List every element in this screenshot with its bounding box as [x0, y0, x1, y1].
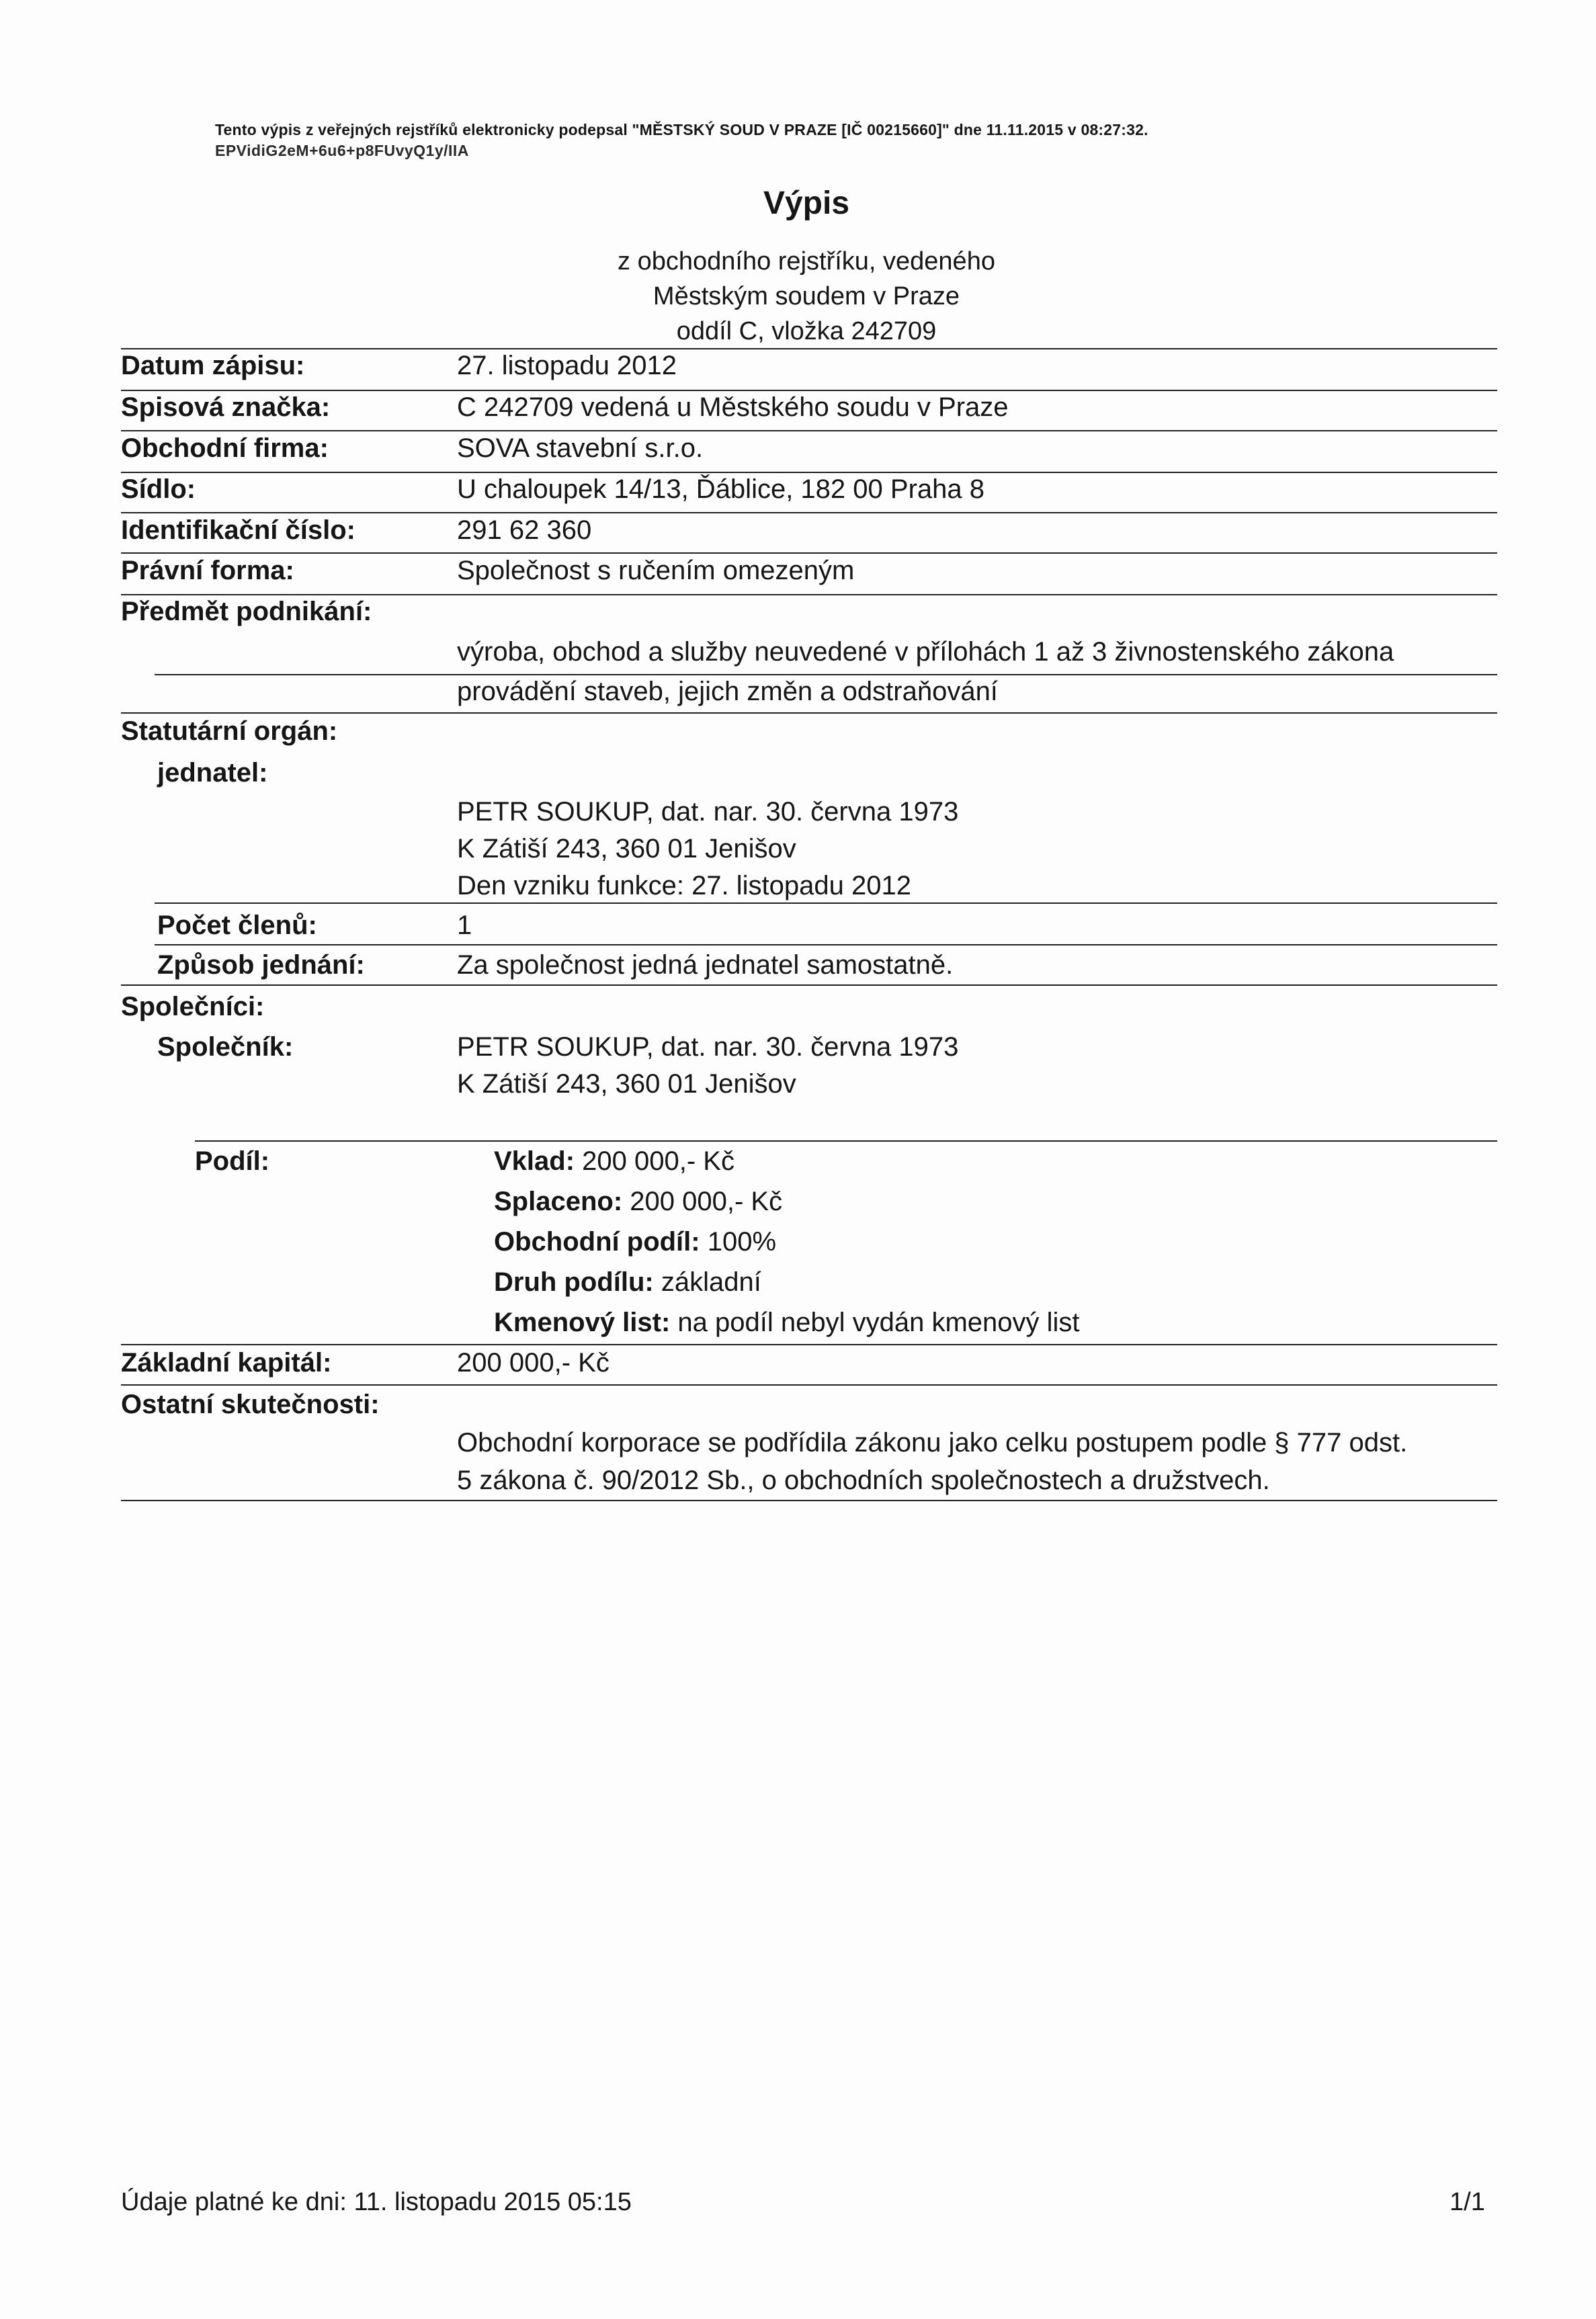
- podil-row: [494, 1308, 1080, 1338]
- value-zakladni-kapital: 200 000,- Kč: [457, 1348, 610, 1378]
- podil-label: Druh podílu:: [494, 1267, 654, 1297]
- ostatni-skutecnosti-line: Obchodní korporace se podřídila zákonu jako celku postupem podle § 777 odst.: [457, 1428, 1408, 1458]
- divider: [121, 552, 1497, 554]
- jednatel-line: K Zátiší 243, 360 01 Jenišov: [457, 834, 796, 863]
- divider: [121, 390, 1497, 391]
- divider: [121, 1344, 1497, 1345]
- divider: [121, 594, 1497, 595]
- label-datum-zapisu: Datum zápisu:: [121, 351, 305, 380]
- document-title: Výpis: [763, 185, 850, 221]
- podil-value: 100%: [707, 1227, 777, 1257]
- label-obchodni-firma: Obchodní firma:: [121, 433, 329, 463]
- podil-row: [494, 1267, 761, 1298]
- label-ico: Identifikační číslo:: [121, 515, 355, 545]
- value-pravni-forma: Společnost s ručením omezeným: [457, 556, 855, 585]
- electronic-signature-line: Tento výpis z veřejných rejstříků elektronicky podepsal "MĚSTSKÝ SOUD V PRAZE [IČ 00215660]" dne 11.11.2015 v 08:27:32.: [215, 121, 1148, 138]
- divider: [121, 1384, 1497, 1386]
- podil-value: základní: [661, 1267, 761, 1297]
- value-ico: 291 62 360: [457, 515, 592, 545]
- predmet-podnikani-item: výroba, obchod a služby neuvedené v přílohách 1 až 3 živnostenského zákona: [457, 637, 1394, 667]
- divider: [121, 512, 1497, 513]
- podil-value: na podíl nebyl vydán kmenový list: [677, 1308, 1080, 1337]
- podil-label: Vklad:: [494, 1146, 575, 1176]
- podil-row: [494, 1227, 776, 1257]
- label-spolecnik: Společník:: [157, 1032, 294, 1062]
- label-zpusob-jednani: Způsob jednání:: [157, 950, 365, 980]
- value-zpusob-jednani: Za společnost jedná jednatel samostatně.: [457, 950, 954, 980]
- jednatel-line: Den vzniku funkce: 27. listopadu 2012: [457, 871, 911, 900]
- label-statutarni-organ: Statutární orgán:: [121, 716, 338, 746]
- podil-row: [494, 1187, 782, 1217]
- signature-hash: EPVidiG2eM+6u6+p8FUvyQ1y/IIA: [215, 142, 469, 159]
- divider: [155, 944, 1497, 945]
- divider: [121, 430, 1497, 431]
- podil-label: Splaceno:: [494, 1187, 623, 1216]
- subtitle-line: oddíl C, vložka 242709: [676, 317, 937, 345]
- label-pocet-clenu: Počet členů:: [157, 911, 317, 940]
- divider: [121, 712, 1497, 714]
- value-sidlo: U chaloupek 14/13, Ďáblice, 182 00 Praha 8: [457, 474, 984, 504]
- value-obchodni-firma: SOVA stavební s.r.o.: [457, 433, 704, 463]
- label-spolecnici: Společníci:: [121, 992, 265, 1021]
- label-sidlo: Sídlo:: [121, 474, 196, 504]
- podil-row: [494, 1146, 734, 1177]
- label-zakladni-kapital: Základní kapitál:: [121, 1348, 332, 1378]
- value-pocet-clenu: 1: [457, 911, 472, 940]
- footer-valid-as-of: Údaje platné ke dni: 11. listopadu 2015 05:15: [121, 2188, 632, 2216]
- label-pravni-forma: Právní forma:: [121, 556, 294, 585]
- divider: [121, 1500, 1497, 1501]
- podil-value: 200 000,- Kč: [582, 1146, 734, 1176]
- label-ostatni-skutecnosti: Ostatní skutečnosti:: [121, 1390, 380, 1419]
- value-spisova-znacka: C 242709 vedená u Městského soudu v Praze: [457, 392, 1009, 422]
- divider: [121, 348, 1497, 349]
- divider: [155, 674, 1497, 675]
- subtitle-line: Městským soudem v Praze: [653, 282, 960, 310]
- podil-label: Obchodní podíl:: [494, 1227, 700, 1257]
- footer-page-number: 1/1: [1450, 2188, 1485, 2216]
- jednatel-line: PETR SOUKUP, dat. nar. 30. června 1973: [457, 797, 959, 827]
- label-podil: Podíl:: [195, 1146, 270, 1176]
- podil-value: 200 000,- Kč: [630, 1187, 783, 1216]
- predmet-podnikani-item: provádění staveb, jejich změn a odstraňování: [457, 677, 998, 706]
- divider: [195, 1140, 1497, 1142]
- subtitle-line: z obchodního rejstříku, vedeného: [618, 247, 995, 276]
- divider: [121, 472, 1497, 473]
- divider: [121, 984, 1497, 986]
- spolecnik-line: K Zátiší 243, 360 01 Jenišov: [457, 1069, 796, 1099]
- value-datum-zapisu: 27. listopadu 2012: [457, 351, 677, 380]
- ostatni-skutecnosti-line: 5 zákona č. 90/2012 Sb., o obchodních společnostech a družstvech.: [457, 1466, 1270, 1495]
- label-spisova-znacka: Spisová značka:: [121, 392, 331, 422]
- label-predmet-podnikani: Předmět podnikání:: [121, 597, 372, 626]
- podil-label: Kmenový list:: [494, 1308, 671, 1337]
- spolecnik-line: PETR SOUKUP, dat. nar. 30. června 1973: [457, 1032, 959, 1062]
- divider: [155, 902, 1497, 904]
- label-jednatel: jednatel:: [157, 758, 268, 788]
